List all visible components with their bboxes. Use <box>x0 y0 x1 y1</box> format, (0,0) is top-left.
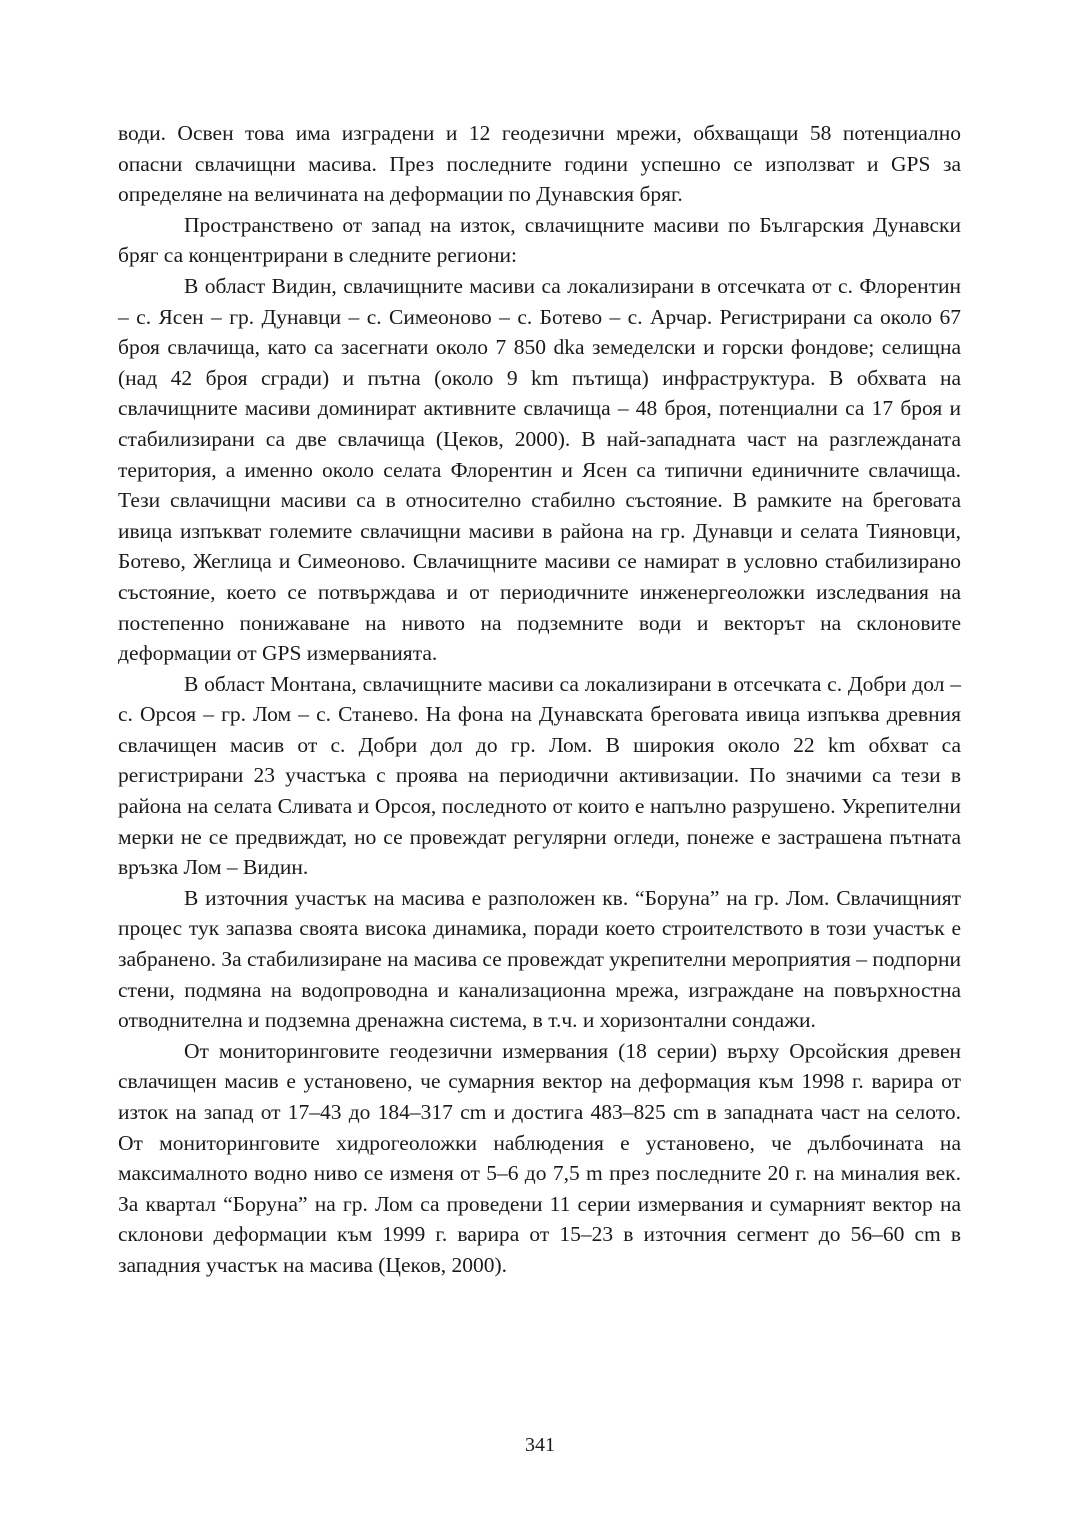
page-number: 341 <box>525 1434 555 1456</box>
page-body <box>118 118 961 1281</box>
paragraph-3: В област Видин, свлачищните масиви са локализирани в отсечката от с. Флорентин – с. Ясен – гр. Дунавци – с. Симеоново – с. Ботево – с. Арчар. Регистрирани са около 67 броя свлачища, като са засегнати около 7 850 dka земеделски и горски фондове; селищна (над 42 броя сгради) и пътна (около 9 km пътища) инфраструктура. В обхвата на свлачищните масиви доминират активните свлачища – 48 броя, потенциални са 17 броя и стабилизирани са две свлачища (Цеков, 2000). В най-западната част на разглежданата територия, а именно около селата Флорентин и Ясен са типични единичните свлачища. Тези свлачищни масиви са в относително стабилно състояние. В рамките на бреговата ивица изпъкват големите свлачищни масиви в района на гр. Дунавци и селата Тияновци, Ботево, Жеглица и Симеоново. Свлачищните масиви се намират в условно стабилизирано състояние, което се потвърждава и от периодичните инженергеоложки изследвания на постепенно понижаване на нивото на подземните води и векторът на склоновите деформации от GPS измерванията. <box>118 273 961 666</box>
paragraph-6: От мониторинговите геодезични измервания (18 серии) върху Орсойския древен свлачищен масив е установено, че сумарния вектор на деформация към 1998 г. варира от изток на запад от 17–43 до 184–317 cm и достига 483–825 cm в западната част на селото. От мониторинговите хидрогеоложки наблюдения е установено, че дълбочината на максималното водно ниво се изменя от 5–6 до 7,5 m през последните 20 г. на миналия век. За квартал “Боруна” на гр. Лом са проведени 11 серии измервания и сумарният вектор на склонови деформации към 1999 г. варира от 15–23 в източния сегмент до 56–60 cm в западния участък на масива (Цеков, 2000). <box>118 1038 961 1277</box>
paragraph-1: води. Освен това има изградени и 12 геодезични мрежи, обхващащи 58 потенциално опасни свлачищни масива. През последните години успешно се използват и GPS за определяне на величината на деформации по Дунавския бряг. <box>118 121 961 207</box>
paragraph-5: В източния участък на масива е разположен кв. “Боруна” на гр. Лом. Свлачищният процес тук запазва своята висока динамика, поради което строителството в този участък е забранено. За стабилизиране на масива се провеждат укрепителни мероприятия – подпорни стени, подмяна на водопроводна и канализационна мрежа, изграждане на повърхностна отводнителна и подземна дренажна система, в т.ч. и хоризонтални сондажи. <box>118 885 961 1033</box>
paragraph-4: В област Монтана, свлачищните масиви са локализирани в отсечката с. Добри дол – с. Орсоя – гр. Лом – с. Станево. На фона на Дунавската бреговата ивица изпъква древния свлачищен масив от с. Добри дол до гр. Лом. В широкия около 22 km обхват са регистрирани 23 участъка с проява на периодични активизации. По значими са тези в района на селата Сливата и Орсоя, последното от които е напълно разрушено. Укрепителни мерки не се предвиждат, но се провеждат регулярни огледи, понеже е застрашена пътната връзка Лом – Видин. <box>118 671 961 880</box>
paragraph-2: Пространствено от запад на изток, свлачищните масиви по Българския Дунавски бряг са концентрирани в следните региони: <box>118 212 961 268</box>
